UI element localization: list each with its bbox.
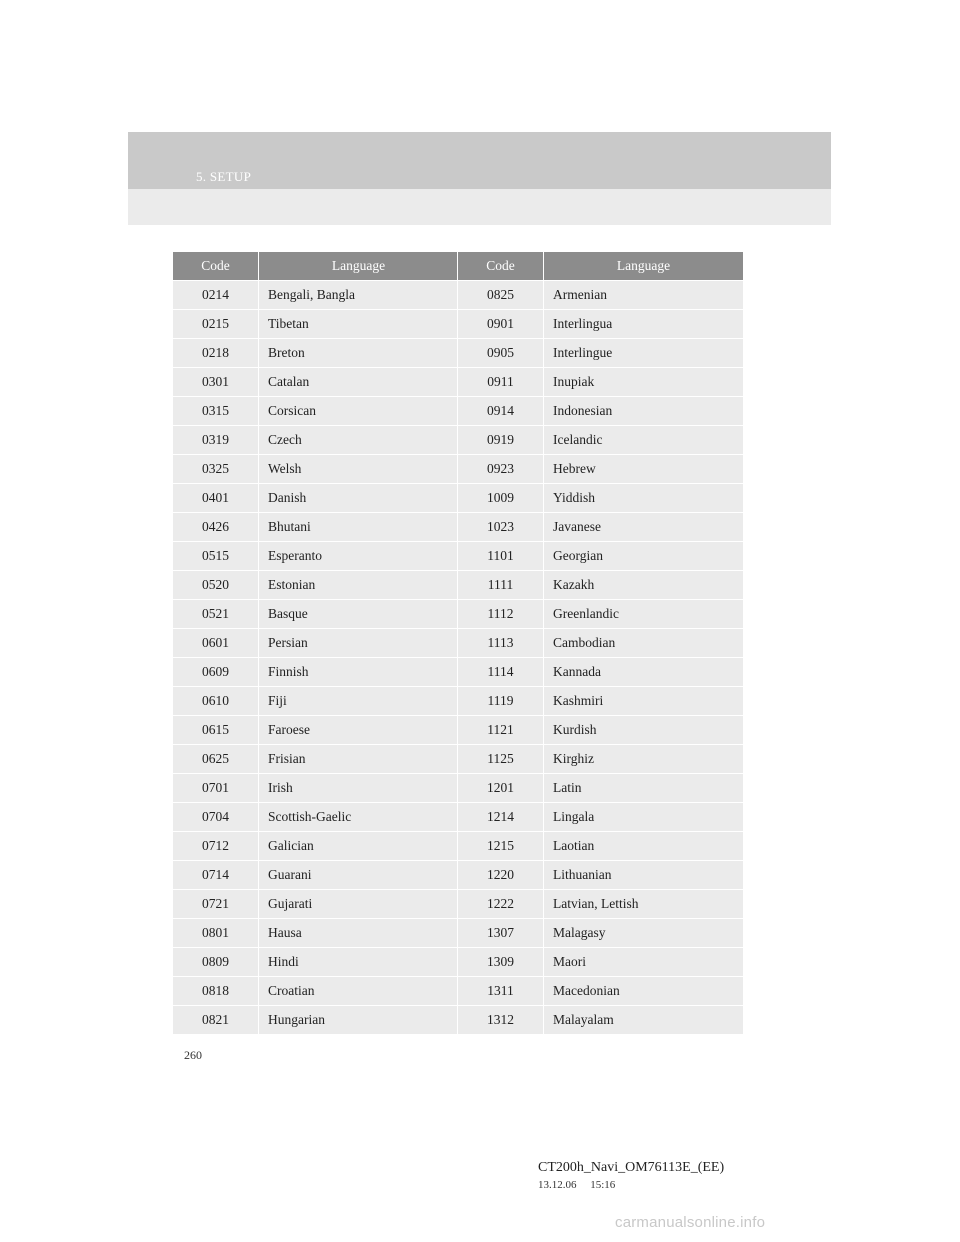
language-name-cell: Tibetan [259,310,459,339]
language-name-cell: Macedonian [544,977,744,1006]
table-header-row [173,252,459,281]
language-code-cell: 1307 [458,919,544,948]
table-row [173,774,459,803]
language-code-cell: 0914 [458,397,544,426]
language-name-cell: Hebrew [544,455,744,484]
language-code-cell: 1113 [458,629,544,658]
language-code-cell: 0901 [458,310,544,339]
table-header-row [458,252,744,281]
language-name-cell: Welsh [259,455,459,484]
language-name-cell: Gujarati [259,890,459,919]
language-name-cell: Latvian, Lettish [544,890,744,919]
language-code-cell: 0714 [173,861,259,890]
language-code-table-left [172,252,459,1035]
language-name-cell: Guarani [259,861,459,890]
language-code-cell: 1009 [458,484,544,513]
language-name-cell: Greenlandic [544,600,744,629]
language-code-cell: 0701 [173,774,259,803]
table-row [458,368,744,397]
table-row [458,919,744,948]
language-code-cell: 1101 [458,542,544,571]
table-row [458,281,744,310]
language-code-cell: 0515 [173,542,259,571]
header-band [128,132,831,225]
language-name-cell: Hausa [259,919,459,948]
table-row [173,397,459,426]
language-code-cell: 0721 [173,890,259,919]
language-name-cell: Inupiak [544,368,744,397]
language-code-cell: 0712 [173,832,259,861]
language-name-cell: Malayalam [544,1006,744,1035]
language-code-cell: 0919 [458,426,544,455]
language-code-cell: 0325 [173,455,259,484]
table-row [458,977,744,1006]
language-code-cell: 0218 [173,339,259,368]
table-row [173,687,459,716]
language-code-cell: 1111 [458,571,544,600]
table-row [458,774,744,803]
language-name-cell: Kazakh [544,571,744,600]
language-code-cell: 0809 [173,948,259,977]
language-code-cell: 0610 [173,687,259,716]
table-row [458,339,744,368]
language-code-cell: 0426 [173,513,259,542]
language-name-cell: Icelandic [544,426,744,455]
language-code-cell: 0215 [173,310,259,339]
table-row [458,716,744,745]
table-row [458,803,744,832]
language-name-cell: Indonesian [544,397,744,426]
language-name-cell: Kirghiz [544,745,744,774]
language-name-cell: Frisian [259,745,459,774]
language-name-cell: Bengali, Bangla [259,281,459,310]
language-code-cell: 0905 [458,339,544,368]
code-column-header: Code [458,252,544,281]
table-row [173,919,459,948]
table-body-right [458,281,744,1035]
table-row [173,803,459,832]
language-column-header: Language [259,252,459,281]
table-row [173,571,459,600]
language-code-cell: 0911 [458,368,544,397]
language-name-cell: Kurdish [544,716,744,745]
table-row [173,716,459,745]
section-title: 5. SETUP [196,169,252,184]
table-row [458,542,744,571]
language-name-cell: Faroese [259,716,459,745]
table-row [173,339,459,368]
table-row [173,281,459,310]
table-row [458,861,744,890]
language-name-cell: Irish [259,774,459,803]
language-code-cell: 1214 [458,803,544,832]
language-code-cell: 0521 [173,600,259,629]
language-code-cell: 0825 [458,281,544,310]
table-row [173,368,459,397]
language-code-cell: 0704 [173,803,259,832]
table-row [458,455,744,484]
footer-document-id: CT200h_Navi_OM76113E_(EE) [538,1160,725,1175]
language-code-cell: 0625 [173,745,259,774]
table-row [173,484,459,513]
table-row [173,600,459,629]
language-code-cell: 0214 [173,281,259,310]
language-name-cell: Finnish [259,658,459,687]
language-column-header: Language [544,252,744,281]
language-name-cell: Estonian [259,571,459,600]
page-number: 260 [184,1048,202,1062]
table-row [173,629,459,658]
table-row [173,832,459,861]
language-code-cell: 1023 [458,513,544,542]
language-name-cell: Armenian [544,281,744,310]
table-row [458,948,744,977]
language-name-cell: Danish [259,484,459,513]
language-code-cell: 0301 [173,368,259,397]
language-name-cell: Hungarian [259,1006,459,1035]
language-name-cell: Esperanto [259,542,459,571]
language-name-cell: Fiji [259,687,459,716]
language-code-cell: 0319 [173,426,259,455]
language-code-cell: 1121 [458,716,544,745]
language-name-cell: Catalan [259,368,459,397]
language-name-cell: Scottish-Gaelic [259,803,459,832]
language-name-cell: Hindi [259,948,459,977]
language-name-cell: Maori [544,948,744,977]
language-code-cell: 1309 [458,948,544,977]
table-row [458,397,744,426]
language-name-cell: Yiddish [544,484,744,513]
language-code-cell: 1215 [458,832,544,861]
table-row [173,542,459,571]
language-code-cell: 1312 [458,1006,544,1035]
language-code-cell: 1114 [458,658,544,687]
language-code-cell: 0801 [173,919,259,948]
table-body-left [173,281,459,1035]
table-row [173,426,459,455]
language-name-cell: Croatian [259,977,459,1006]
language-code-cell: 0601 [173,629,259,658]
table-row [173,977,459,1006]
table-row [458,658,744,687]
language-code-cell: 0401 [173,484,259,513]
table-row [458,310,744,339]
language-name-cell: Javanese [544,513,744,542]
table-row [458,1006,744,1035]
table-row [458,890,744,919]
language-name-cell: Corsican [259,397,459,426]
language-code-cell: 1201 [458,774,544,803]
language-code-cell: 1119 [458,687,544,716]
table-row [173,658,459,687]
language-code-cell: 0923 [458,455,544,484]
footer-date-time: 13.12.06 15:16 [538,1179,616,1191]
language-name-cell: Basque [259,600,459,629]
table-row [458,571,744,600]
language-name-cell: Kannada [544,658,744,687]
language-name-cell: Bhutani [259,513,459,542]
table-row [173,513,459,542]
table-row [173,890,459,919]
table-row [173,1006,459,1035]
language-name-cell: Czech [259,426,459,455]
table-row [173,745,459,774]
table-row [458,484,744,513]
language-name-cell: Georgian [544,542,744,571]
table-row [173,455,459,484]
language-code-cell: 1222 [458,890,544,919]
language-name-cell: Kashmiri [544,687,744,716]
language-name-cell: Persian [259,629,459,658]
language-code-cell: 0609 [173,658,259,687]
language-code-cell: 0520 [173,571,259,600]
table-row [458,745,744,774]
language-code-cell: 1125 [458,745,544,774]
table-row [458,426,744,455]
language-code-cell: 1220 [458,861,544,890]
table-row [458,513,744,542]
table-row [458,687,744,716]
table-row [173,948,459,977]
table-row [458,629,744,658]
language-name-cell: Interlingue [544,339,744,368]
table-row [458,832,744,861]
watermark: carmanualsonline.info [615,1214,766,1231]
language-name-cell: Lingala [544,803,744,832]
code-column-header: Code [173,252,259,281]
language-name-cell: Interlingua [544,310,744,339]
language-name-cell: Lithuanian [544,861,744,890]
table-row [458,600,744,629]
header-bar [128,132,831,189]
language-name-cell: Galician [259,832,459,861]
table-row [173,861,459,890]
language-code-cell: 1311 [458,977,544,1006]
language-name-cell: Breton [259,339,459,368]
table-row [173,310,459,339]
language-code-cell: 0315 [173,397,259,426]
language-code-table-right [457,252,744,1035]
language-name-cell: Cambodian [544,629,744,658]
language-code-cell: 0821 [173,1006,259,1035]
language-name-cell: Latin [544,774,744,803]
language-name-cell: Malagasy [544,919,744,948]
language-code-cell: 0818 [173,977,259,1006]
language-code-cell: 1112 [458,600,544,629]
language-name-cell: Laotian [544,832,744,861]
language-code-cell: 0615 [173,716,259,745]
